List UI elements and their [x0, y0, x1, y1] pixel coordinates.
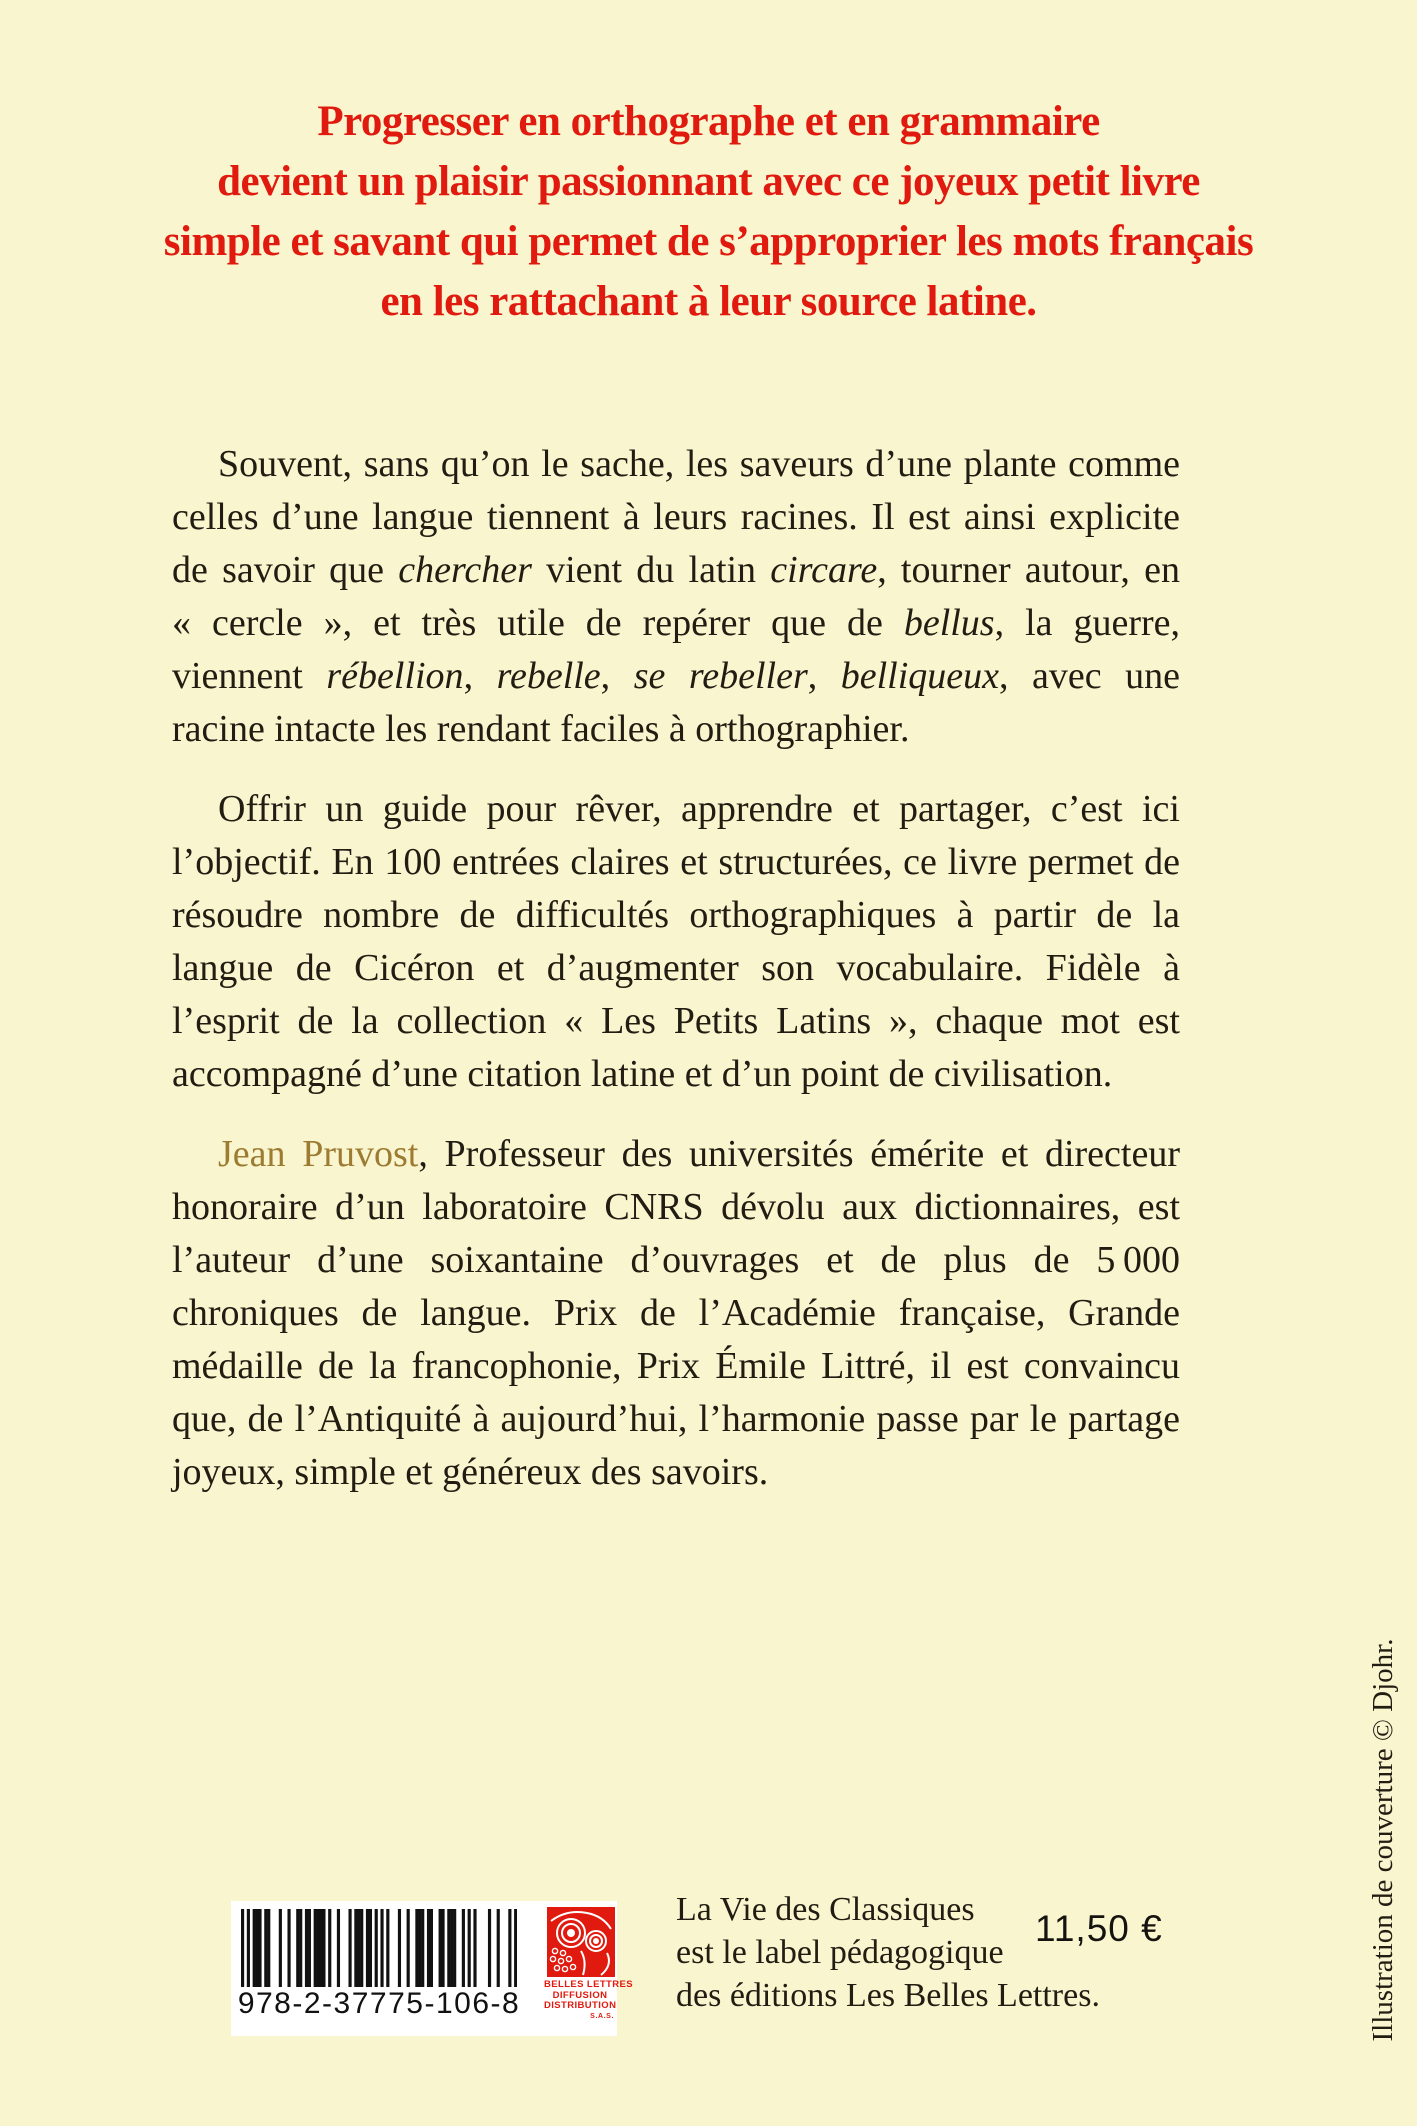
publisher-label-line: des éditions Les Belles Lettres.	[676, 1977, 1100, 2014]
isbn-number: 978-2-37775-106-8	[237, 1987, 521, 2020]
author-name: Jean Pruvost	[218, 1133, 419, 1175]
headline-line: Progresser en orthographe et en grammaire	[317, 98, 1100, 145]
body-paragraph: Offrir un guide pour rêver, apprendre et partager, c’est ici l’objectif. En 100 entrées claires et structurées, ce livre permet de résoudre nombre de difficultés orthographiques à partir de la langue de Cicéron et d’augmenter son vocabulaire. Fidèle à l’esprit de la collection « Les Petits Latins », chaque mot est accompagné d’une citation latine et d’un point de civilisation.	[172, 788, 1180, 1095]
logo-text-line: S.A.S.	[590, 2012, 614, 2020]
logo-text-line: BELLES LETTRES	[544, 1979, 633, 1990]
body-text	[172, 438, 1180, 1526]
illustration-credit: Illustration de couverture © Djohr.	[1367, 1638, 1399, 2042]
publisher-label-line: La Vie des Classiques	[676, 1891, 975, 1928]
headline-line: en les rattachant à leur source latine.	[380, 278, 1037, 325]
barcode-panel	[231, 1901, 633, 2036]
logo-text-line: DISTRIBUTION	[544, 2000, 617, 2011]
logo-text-line: DIFFUSION	[552, 1989, 608, 2001]
body-paragraph: Jean Pruvost, Professeur des universités émérite et directeur honoraire d’un laboratoire CNRS dévolu aux dictionnaires, est l’auteur d’une soixantaine d’ouvrages et de plus de 5 000 chroniques de langue. Prix de l’Académie française, Grande médaille de la francophonie, Prix Émile Littré, il est convaincu que, de l’Antiquité à aujourd’hui, l’harmonie passe par le partage joyeux, simple et généreux des savoirs.	[172, 1133, 1180, 1493]
body-paragraph: Souvent, sans qu’on le sache, les saveurs d’une plante comme celles d’une langue tiennent à leurs racines. Il est ainsi explicite de savoir que chercher vient du latin circare, tourner autour, en « cercle », et très utile de repérer que de bellus, la guerre, viennent rébellion, rebelle, se rebeller, belliqueux, avec une racine intacte les rendant faciles à orthographier.	[172, 443, 1181, 750]
owl-icon	[547, 1907, 615, 1977]
price: 11,50 €	[1035, 1908, 1163, 1949]
publisher-label-line: est le label pédagogique	[676, 1934, 1004, 1971]
headline-line: devient un plaisir passionnant avec ce joyeux petit livre	[217, 158, 1200, 205]
headline-line: simple et savant qui permet de s’approprier les mots français	[163, 218, 1254, 265]
headline	[0, 92, 1417, 332]
publisher-logo-text	[544, 1979, 633, 2022]
publisher-logo	[547, 1907, 615, 1977]
barcode	[241, 1909, 517, 1987]
